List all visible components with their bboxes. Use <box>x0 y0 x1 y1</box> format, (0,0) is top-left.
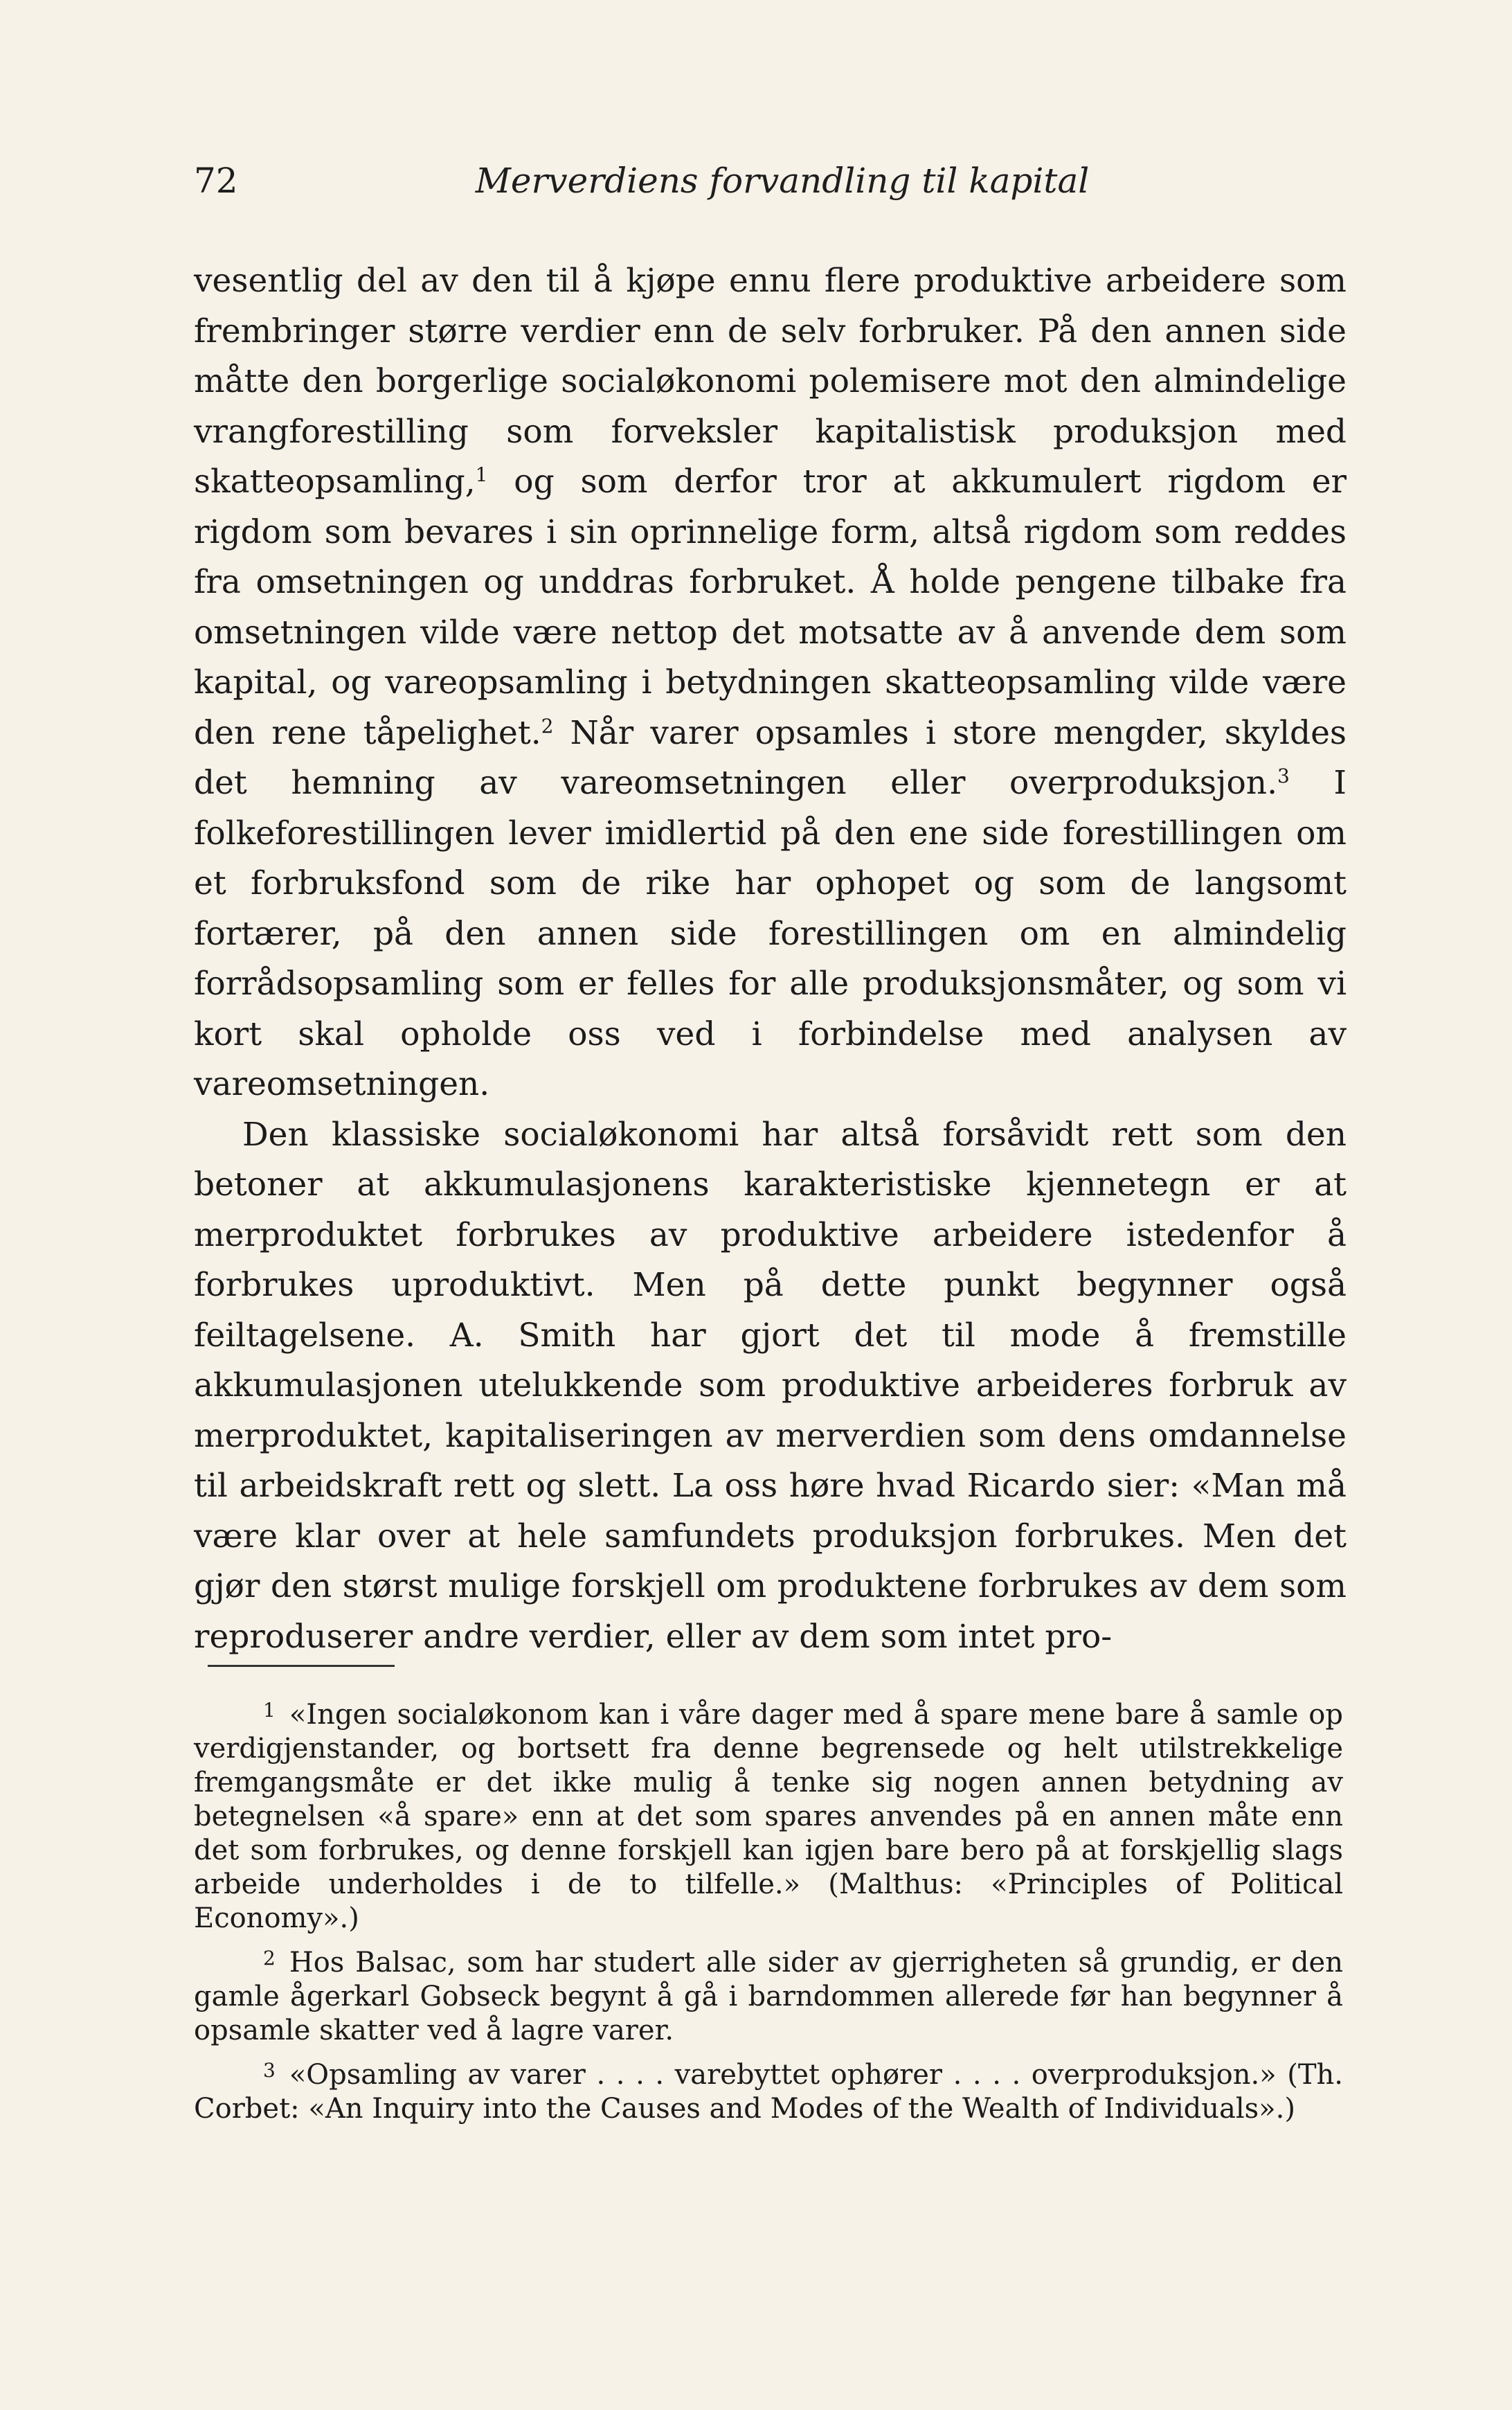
paragraph-1-part-2: og som derfor tror at akkumulert rigdom er rigdom som bevares i sin oprinnelige form, altså rigdom som reddes fra omsetningen og unddras forbruket. Å holde pengene tilbake fra omsetningen vilde være nettop det motsatte av å anvende dem som kapital, og vareopsamling i betydningen skatteopsamling vilde være den rene tåpelighet. <box>194 463 1347 752</box>
paragraph-1 <box>194 256 1347 1110</box>
page-number: 72 <box>194 161 238 201</box>
footnote-3-marker: 3 <box>263 2059 276 2082</box>
footnotes <box>194 1693 1343 2132</box>
paragraph-1-part-4: I folkeforestillingen lever imidlertid på den ene side forestillingen om et forbruksfond som de rike har ophopet og som de langsomt fortærer, på den annen side forestillingen om en almindelig forrådsopsamling som er felles for alle produksjonsmåter, og som vi kort skal opholde oss ved i forbindelse med analysen av vareomsetningen. <box>194 764 1347 1103</box>
footnote-1-text: «Ingen socialøkonom kan i våre dager med å spare mene bare å samle op verdigjenstander, og bortsett fra denne begrensede og helt utilstrekkelige fremgangsmåte er det ikke mulig å tenke sig nogen annen betydning av betegnelsen «å spare» enn at det som spares anvendes på en annen måte enn det som forbrukes, og denne forskjell kan igjen bare bero på at forskjellig slags arbeide underholdes i de to tilfelle.» (Malthus: «Principles of Political Economy».) <box>194 1699 1343 1934</box>
footnote-2-marker: 2 <box>263 1947 276 1970</box>
body-text <box>194 256 1347 1662</box>
running-head: Merverdiens forvandling til kapital <box>475 161 1090 201</box>
paragraph-2: Den klassiske socialøkonomi har altså forsåvidt rett som den betoner at akkumulasjonens karakteristiske kjennetegn er at merproduktet forbrukes av produktive arbeidere istedenfor å forbrukes uproduktivt. Men på dette punkt begynner også feiltagelsene. A. Smith har gjort det til mode å fremstille akkumulasjonen utelukkende som produktive arbeideres forbruk av merproduktet, kapitaliseringen av merverdien som dens omdannelse til arbeidskraft rett og slett. La oss høre hvad Ricardo sier: «Man må være klar over at hele samfundets produksjon forbrukes. Men det gjør den størst mulige forskjell om produktene forbrukes av dem som reproduserer andre verdier, eller av dem som intet pro- <box>194 1115 1347 1656</box>
page-header <box>194 161 1371 216</box>
footnote-1-marker: 1 <box>263 1699 276 1722</box>
footnote-3 <box>194 2053 1343 2126</box>
paragraph-1-part-3: Når varer opsamles i store mengder, skyldes det hemning av vareomsetningen eller overproduksjon. <box>194 713 1347 802</box>
footnote-1 <box>194 1693 1343 1936</box>
paragraph-1-part-1: vesentlig del av den til å kjøpe ennu flere produktive arbeidere som frembringer større verdier enn de selv forbruker. På den annen side måtte den borgerlige socialøkonomi polemisere mot den almindelige vrangforestilling som forveksler kapitalistisk produksjon med skatteopsamling, <box>194 262 1347 501</box>
footnote-ref-3: 3 <box>1277 765 1290 787</box>
footnote-ref-1: 1 <box>475 463 488 486</box>
footnote-divider <box>208 1665 395 1667</box>
footnote-3-text: «Opsamling av varer . . . . varebyttet ophører . . . . overproduksjon.» (Th. Corbet: «An Inquiry into the Causes and Modes of the Wealth of Individuals».) <box>194 2059 1343 2125</box>
footnote-2 <box>194 1941 1343 2048</box>
footnote-2-text: Hos Balsac, som har studert alle sider av gjerrigheten så grundig, er den gamle ågerkarl Gobseck begynt å gå i barndommen allerede før han begynner å opsamle skatter ved å lagre varer. <box>194 1947 1343 2046</box>
footnote-ref-2: 2 <box>541 714 554 738</box>
